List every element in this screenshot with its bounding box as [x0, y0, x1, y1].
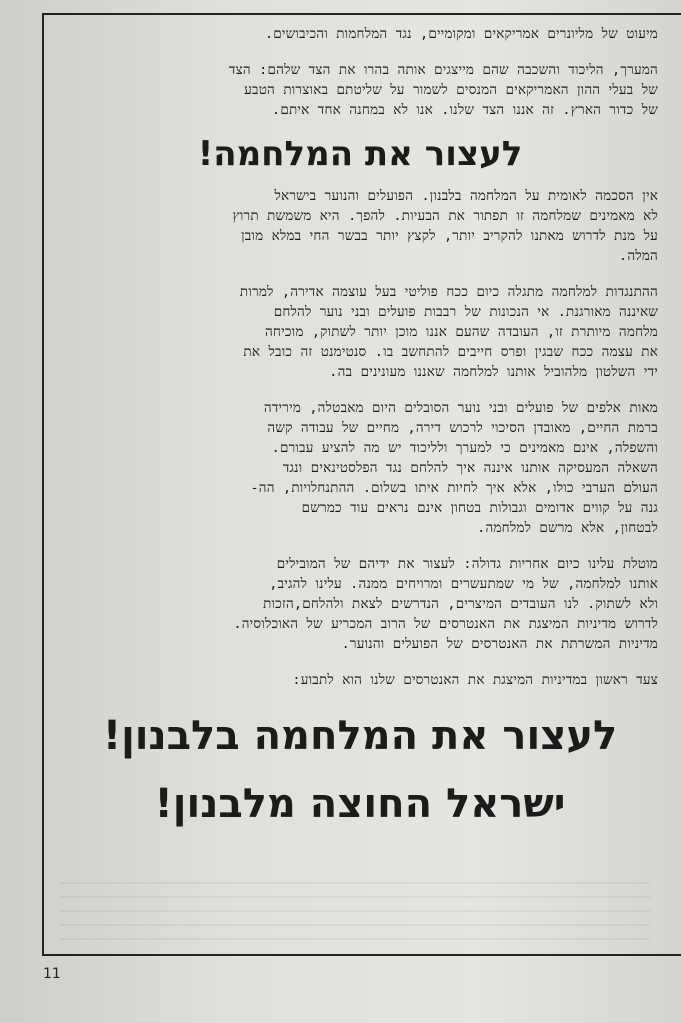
paragraph-1 — [62, 186, 658, 266]
text-line: השאלה המעסיקה אותנו איננה איך להלחם נגד הפלסטינאים ונגד — [282, 460, 658, 476]
article-body — [62, 24, 658, 832]
text-line: לבטחון, אלא מרשם למלחמה. — [477, 520, 658, 536]
slogan-israel-out: ישראל החוצה מלבנון! — [154, 781, 566, 827]
bleed-through-texture — [60, 880, 650, 940]
text-line: אותנו למלחמה, של מי שמתעשרים ומרויחים ממנה. עלינו להגיב, — [269, 576, 658, 592]
text-line: של כדור הארץ. זה אננו הצד שלנו. אנו לא במחנה אחד איתם. — [272, 102, 658, 118]
text-line: מאות אלפים של פועלים ובני נוער הסובלים היום מאבטלה, מירידה — [263, 400, 658, 416]
text-line: ידי השלטון מלהוביל אותנו למלחמה שאננו מעונינים בה. — [329, 364, 658, 380]
text-line: ברמת החיים, מאובדן הסיכוי לרכוש דירה, מחיים של עבודה קשה — [267, 420, 658, 436]
text-line: את עצמה ככח שבגין ופרס חייבים להתחשב בו. סנטימנט זה כובל את — [243, 344, 658, 360]
text-line: והשפלה, אינם מאמינים כי למערך ולליכוד יש מה להציע עבורם. — [271, 440, 658, 456]
text-line: שאיננה מאורגנת. אי הנכונות של רבבות פועלים ובני נוער להלחם — [273, 304, 658, 320]
paragraph-2 — [62, 282, 658, 382]
text-line: ולא לשתוק. לנו העובדים המיצרים, הנדרשים לצאת ולהלחם,הזכות — [263, 596, 658, 612]
text-line: לא מאמינים שמלחמה זו תפתור את הבעיות. להפך. היא משמשת תרוץ — [232, 208, 658, 224]
text-line: המלה. — [619, 248, 658, 264]
slogan-stop-war: לעצור את המלחמה בלבנון! — [102, 713, 618, 759]
paragraph-5 — [62, 670, 658, 690]
text-line: על מנת לדרוש מאתנו להקריב יותר, לקצץ יותר בבשר החי במלא מובן — [241, 228, 658, 244]
text-line: צעד ראשון במדיניות המיצגת את האנטרסים שלנו הוא לתבוע: — [292, 672, 658, 688]
text-line: מוטלת עלינו כיום אחריות גדולה: לעצור את ידיהם של המובילים — [276, 556, 658, 572]
text-line: אין הסכמה לאומית על המלחמה בלבנון. הפועלים והנוער בישראל — [274, 188, 658, 204]
text-line: מלחמה מיותרת זו, העובדה שהעם אננו מוכן יותר לשתוק, מוכיחה — [264, 324, 658, 340]
paragraph-4 — [62, 554, 658, 654]
text-line: המערך, הליכוד והשכבה שהם מייצגים אותה בהרו את הצד שלהם: הצד — [228, 62, 658, 78]
page-number: 11 — [43, 966, 61, 982]
text-line: העולם הערבי כולו, אלא איך לחיות איתו בשלום. ההתנחלויות, הה- — [250, 480, 658, 496]
text-line: של בעלי ההון האמריקאים המנסים לשמור על שליטתם באוצרות הטבע — [244, 82, 658, 98]
paragraph-3 — [62, 398, 658, 538]
text-line: גנה על קווים אדומים וגבולות בטחון אינם נראים עוד כמרשם — [301, 500, 658, 516]
intro-paragraph-2 — [62, 60, 658, 120]
text-line: מיעוט של מליונרים אמריקאים ומקומיים, נגד המלחמות והכיבושים. — [264, 26, 658, 42]
main-headline: לעצור את המלחמה! — [197, 134, 523, 174]
text-line: ההתנגדות למלחמה מתגלה כיום ככח פוליטי בעל עוצמה אדירה, למרות — [239, 284, 658, 300]
text-line: לדרוש מדיניות המיצגת את האנטרסים של הרוב המכריע של האוכלוסיה. — [233, 616, 658, 632]
intro-paragraph — [62, 24, 658, 44]
text-line: מדיניות המשרתת את האנטרסים של הפועלים והנוער. — [341, 636, 658, 652]
